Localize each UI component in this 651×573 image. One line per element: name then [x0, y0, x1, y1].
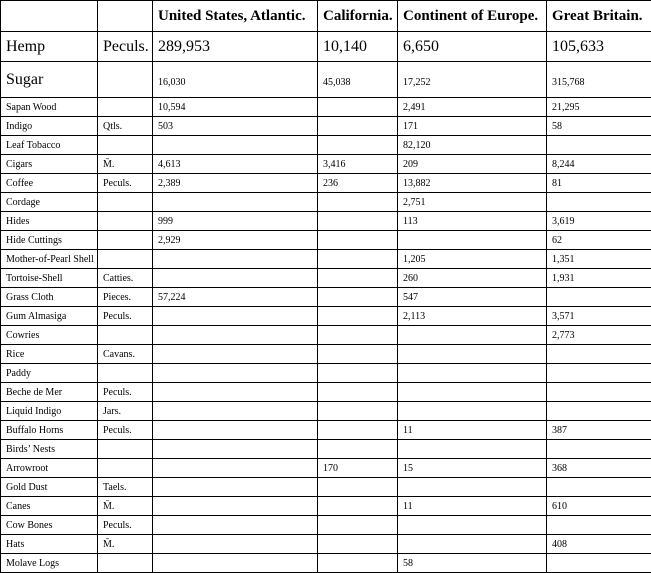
table-row	[1, 421, 651, 440]
europe-cell: 17,252	[398, 62, 547, 98]
unit-cell: Pieces.	[98, 288, 153, 307]
table-row	[1, 440, 651, 459]
unit-cell: M̄.	[98, 497, 153, 516]
unit-cell	[98, 364, 153, 383]
us-atlantic-cell	[153, 478, 318, 497]
us-atlantic-cell	[153, 326, 318, 345]
europe-cell	[398, 478, 547, 497]
europe-cell: 171	[398, 117, 547, 136]
europe-cell: 260	[398, 269, 547, 288]
europe-cell: 82,120	[398, 136, 547, 155]
great-britain-cell: 2,773	[547, 326, 651, 345]
unit-cell	[98, 440, 153, 459]
great-britain-cell	[547, 402, 651, 421]
product-cell: Cordage	[1, 193, 98, 212]
unit-cell	[98, 231, 153, 250]
us-atlantic-cell	[153, 345, 318, 364]
table-row	[1, 32, 651, 62]
us-atlantic-cell: 2,929	[153, 231, 318, 250]
us-atlantic-cell	[153, 364, 318, 383]
california-cell: 236	[318, 174, 398, 193]
table-row	[1, 326, 651, 345]
table-row	[1, 364, 651, 383]
europe-cell: 2,751	[398, 193, 547, 212]
product-cell: Hides	[1, 212, 98, 231]
table-row	[1, 212, 651, 231]
unit-cell	[98, 554, 153, 573]
unit-cell: Peculs.	[98, 421, 153, 440]
california-cell	[318, 231, 398, 250]
europe-cell: 11	[398, 421, 547, 440]
europe-cell: 58	[398, 554, 547, 573]
unit-cell: Peculs.	[98, 383, 153, 402]
product-cell: Beche de Mer	[1, 383, 98, 402]
unit-cell: Peculs.	[98, 32, 153, 62]
california-cell	[318, 98, 398, 117]
california-cell	[318, 136, 398, 155]
us-atlantic-cell	[153, 516, 318, 535]
product-cell: Leaf Tobacco	[1, 136, 98, 155]
product-cell: Buffalo Horns	[1, 421, 98, 440]
table-body	[1, 32, 651, 573]
us-atlantic-cell	[153, 269, 318, 288]
unit-cell: Peculs.	[98, 174, 153, 193]
table-row	[1, 136, 651, 155]
header-europe: Continent of Europe.	[398, 1, 547, 32]
us-atlantic-cell	[153, 459, 318, 478]
us-atlantic-cell: 57,224	[153, 288, 318, 307]
europe-cell: 2,113	[398, 307, 547, 326]
product-cell: Tortoise-Shell	[1, 269, 98, 288]
california-cell	[318, 497, 398, 516]
unit-cell: Peculs.	[98, 516, 153, 535]
product-cell: Hats	[1, 535, 98, 554]
header-row	[1, 1, 651, 32]
california-cell	[318, 250, 398, 269]
great-britain-cell	[547, 554, 651, 573]
great-britain-cell: 1,351	[547, 250, 651, 269]
great-britain-cell	[547, 383, 651, 402]
unit-cell: Peculs.	[98, 307, 153, 326]
table-row	[1, 497, 651, 516]
unit-cell: M̄.	[98, 535, 153, 554]
us-atlantic-cell: 289,953	[153, 32, 318, 62]
great-britain-cell	[547, 345, 651, 364]
california-cell	[318, 193, 398, 212]
california-cell	[318, 383, 398, 402]
table-row	[1, 231, 651, 250]
product-cell: Liquid Indigo	[1, 402, 98, 421]
california-cell	[318, 326, 398, 345]
europe-cell: 6,650	[398, 32, 547, 62]
table-row	[1, 193, 651, 212]
europe-cell: 15	[398, 459, 547, 478]
product-cell: Indigo	[1, 117, 98, 136]
great-britain-cell: 8,244	[547, 155, 651, 174]
header-us-atlantic: United States, Atlantic.	[153, 1, 318, 32]
california-cell: 45,038	[318, 62, 398, 98]
us-atlantic-cell: 4,613	[153, 155, 318, 174]
california-cell	[318, 516, 398, 535]
california-cell	[318, 307, 398, 326]
unit-cell: Cavans.	[98, 345, 153, 364]
great-britain-cell	[547, 478, 651, 497]
us-atlantic-cell: 10,594	[153, 98, 318, 117]
table-row	[1, 117, 651, 136]
table-row	[1, 155, 651, 174]
europe-cell	[398, 402, 547, 421]
unit-cell	[98, 98, 153, 117]
great-britain-cell: 408	[547, 535, 651, 554]
table-row	[1, 250, 651, 269]
unit-cell	[98, 459, 153, 478]
us-atlantic-cell: 2,389	[153, 174, 318, 193]
california-cell	[318, 421, 398, 440]
product-cell: Cowries	[1, 326, 98, 345]
europe-cell	[398, 326, 547, 345]
europe-cell	[398, 516, 547, 535]
great-britain-cell: 3,571	[547, 307, 651, 326]
california-cell	[318, 402, 398, 421]
great-britain-cell: 387	[547, 421, 651, 440]
europe-cell	[398, 364, 547, 383]
great-britain-cell: 1,931	[547, 269, 651, 288]
unit-cell	[98, 136, 153, 155]
product-cell: Sapan Wood	[1, 98, 98, 117]
product-cell: Cigars	[1, 155, 98, 174]
product-cell: Gum Almasiga	[1, 307, 98, 326]
table-row	[1, 62, 651, 98]
great-britain-cell: 315,768	[547, 62, 651, 98]
great-britain-cell: 105,633	[547, 32, 651, 62]
us-atlantic-cell	[153, 440, 318, 459]
table-row	[1, 516, 651, 535]
us-atlantic-cell	[153, 535, 318, 554]
unit-cell	[98, 212, 153, 231]
europe-cell	[398, 345, 547, 364]
great-britain-cell: 3,619	[547, 212, 651, 231]
table-row	[1, 307, 651, 326]
great-britain-cell	[547, 516, 651, 535]
europe-cell	[398, 383, 547, 402]
table-row	[1, 345, 651, 364]
table-row	[1, 478, 651, 497]
europe-cell: 113	[398, 212, 547, 231]
table-row	[1, 402, 651, 421]
us-atlantic-cell	[153, 250, 318, 269]
europe-cell: 547	[398, 288, 547, 307]
california-cell	[318, 478, 398, 497]
table-row	[1, 269, 651, 288]
europe-cell: 13,882	[398, 174, 547, 193]
table-row	[1, 98, 651, 117]
unit-cell	[98, 250, 153, 269]
table-row	[1, 174, 651, 193]
product-cell: Birds’ Nests	[1, 440, 98, 459]
us-atlantic-cell	[153, 402, 318, 421]
great-britain-cell: 62	[547, 231, 651, 250]
table-row	[1, 383, 651, 402]
product-cell: Arrowroot	[1, 459, 98, 478]
us-atlantic-cell	[153, 136, 318, 155]
california-cell	[318, 117, 398, 136]
europe-cell	[398, 440, 547, 459]
california-cell	[318, 288, 398, 307]
product-cell: Paddy	[1, 364, 98, 383]
great-britain-cell: 368	[547, 459, 651, 478]
us-atlantic-cell	[153, 307, 318, 326]
us-atlantic-cell	[153, 193, 318, 212]
great-britain-cell	[547, 288, 651, 307]
unit-cell: Taels.	[98, 478, 153, 497]
unit-cell: Qtls.	[98, 117, 153, 136]
great-britain-cell: 81	[547, 174, 651, 193]
us-atlantic-cell	[153, 383, 318, 402]
great-britain-cell: 58	[547, 117, 651, 136]
header-california: California.	[318, 1, 398, 32]
product-cell: Gold Dust	[1, 478, 98, 497]
product-cell: Hemp	[1, 32, 98, 62]
europe-cell	[398, 535, 547, 554]
california-cell: 10,140	[318, 32, 398, 62]
header-great-britain: Great Britain.	[547, 1, 651, 32]
table-row	[1, 554, 651, 573]
california-cell: 170	[318, 459, 398, 478]
product-cell: Rice	[1, 345, 98, 364]
great-britain-cell: 610	[547, 497, 651, 516]
product-cell: Coffee	[1, 174, 98, 193]
europe-cell: 11	[398, 497, 547, 516]
header-product	[1, 1, 98, 32]
europe-cell: 1,205	[398, 250, 547, 269]
unit-cell	[98, 193, 153, 212]
us-atlantic-cell	[153, 421, 318, 440]
product-cell: Grass Cloth	[1, 288, 98, 307]
california-cell: 3,416	[318, 155, 398, 174]
california-cell	[318, 364, 398, 383]
unit-cell	[98, 326, 153, 345]
us-atlantic-cell: 999	[153, 212, 318, 231]
unit-cell	[98, 62, 153, 98]
unit-cell: Catties.	[98, 269, 153, 288]
table-row	[1, 288, 651, 307]
us-atlantic-cell	[153, 497, 318, 516]
california-cell	[318, 440, 398, 459]
california-cell	[318, 212, 398, 231]
unit-cell: M̄.	[98, 155, 153, 174]
europe-cell: 209	[398, 155, 547, 174]
product-cell: Canes	[1, 497, 98, 516]
unit-cell: Jars.	[98, 402, 153, 421]
product-cell: Molave Logs	[1, 554, 98, 573]
product-cell: Mother-of-Pearl Shell	[1, 250, 98, 269]
california-cell	[318, 269, 398, 288]
us-atlantic-cell: 503	[153, 117, 318, 136]
us-atlantic-cell	[153, 554, 318, 573]
california-cell	[318, 345, 398, 364]
header-unit	[98, 1, 153, 32]
great-britain-cell	[547, 193, 651, 212]
california-cell	[318, 554, 398, 573]
great-britain-cell	[547, 440, 651, 459]
us-atlantic-cell: 16,030	[153, 62, 318, 98]
great-britain-cell: 21,295	[547, 98, 651, 117]
great-britain-cell	[547, 364, 651, 383]
product-cell: Cow Bones	[1, 516, 98, 535]
europe-cell	[398, 231, 547, 250]
table-row	[1, 535, 651, 554]
california-cell	[318, 535, 398, 554]
europe-cell: 2,491	[398, 98, 547, 117]
product-cell: Hide Cuttings	[1, 231, 98, 250]
product-cell: Sugar	[1, 62, 98, 98]
great-britain-cell	[547, 136, 651, 155]
table-row	[1, 459, 651, 478]
